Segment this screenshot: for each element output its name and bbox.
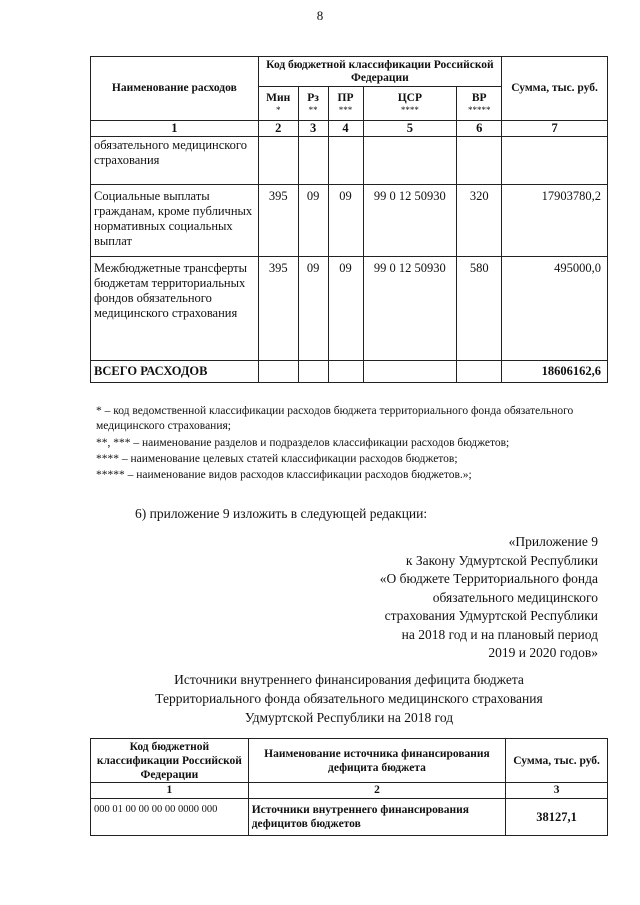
title-line: Территориального фонда обязательного медицинского страхования [155, 691, 543, 706]
col-number: 1 [91, 121, 259, 137]
appendix-line: 2019 и 2020 годов» [488, 645, 598, 660]
row-vr [457, 137, 502, 185]
row-csr [363, 137, 457, 185]
row-min: 395 [258, 185, 298, 257]
appendix-line: к Закону Удмуртской Республики [405, 552, 598, 568]
expenses-table [90, 56, 608, 383]
total-label: ВСЕГО РАСХОДОВ [91, 361, 259, 383]
row-vr: 320 [457, 185, 502, 257]
row-rz: 09 [298, 185, 328, 257]
appendix-line: «О бюджете Территориального фонда [379, 571, 598, 586]
amendment-paragraph: 6) приложение 9 изложить в следующей редакции: [135, 506, 428, 521]
row-name: Социальные выплаты гражданам, кроме публичных нормативных социальных выплат [91, 185, 259, 257]
table-row [91, 137, 608, 185]
header-rz: Рз ** [298, 87, 328, 121]
row-sum [502, 137, 608, 185]
title-line: Удмуртской Республики на 2018 год [244, 710, 454, 725]
row-min [258, 137, 298, 185]
header-code: Код бюджетной классификации Российской Федерации [91, 739, 249, 783]
header-budget-code: Код бюджетной классификации Российской Федерации [258, 57, 501, 87]
row-csr: 99 0 12 50930 [363, 185, 457, 257]
row-rz [298, 137, 328, 185]
column-numbers-row [91, 783, 608, 799]
column-numbers-row [91, 121, 608, 137]
financing-sources-table [90, 738, 608, 836]
footnote: * – код ведомственной классификации расходов бюджета территориального фонда обязательного медицинского страхования; [96, 405, 574, 432]
header-pr: ПР *** [328, 87, 363, 121]
row-code: 000 01 00 00 00 00 0000 000 [91, 799, 249, 836]
header-sum: Сумма, тыс. руб. [502, 57, 608, 121]
col-number: 6 [457, 121, 502, 137]
table-row [91, 185, 608, 257]
title-line: Источники внутреннего финансирования дефицита бюджета [174, 672, 524, 687]
row-pr: 09 [328, 257, 363, 361]
col-number: 4 [328, 121, 363, 137]
header-csr: ЦСР **** [363, 87, 457, 121]
table-row [91, 257, 608, 361]
row-csr: 99 0 12 50930 [363, 257, 457, 361]
col-number: 7 [502, 121, 608, 137]
row-pr [328, 137, 363, 185]
page-number: 8 [316, 8, 324, 23]
appendix-line: на 2018 год и на плановый период [401, 626, 598, 642]
header-min: Мин * [258, 87, 298, 121]
table-row [91, 799, 608, 836]
row-sum: 38127,1 [506, 799, 608, 836]
total-sum: 18606162,6 [502, 361, 608, 383]
row-source-name: Источники внутреннего финансирования дефицитов бюджетов [248, 799, 505, 836]
header-sum: Сумма, тыс. руб. [506, 739, 608, 783]
row-sum: 17903780,2 [502, 185, 608, 257]
row-min: 395 [258, 257, 298, 361]
col-number: 3 [506, 783, 608, 799]
header-source-name: Наименование источника финансирования дефицита бюджета [248, 739, 505, 783]
footnote: **** – наименование целевых статей классификации расходов бюджетов; [96, 453, 458, 465]
total-row [91, 361, 608, 383]
col-number: 1 [91, 783, 249, 799]
header-name: Наименование расходов [91, 57, 259, 121]
col-number: 3 [298, 121, 328, 137]
row-vr: 580 [457, 257, 502, 361]
row-name: Межбюджетные трансферты бюджетам территориальных фондов обязательного медицинского страхования [91, 257, 259, 361]
appendix-line: страхования Удмуртской Республики [384, 608, 598, 623]
sources-title [90, 670, 608, 727]
appendix-heading [380, 533, 598, 663]
col-number: 5 [363, 121, 457, 137]
appendix-line: обязательного медицинского [432, 589, 598, 605]
row-sum: 495000,0 [502, 257, 608, 361]
footnote: ***** – наименование видов расходов классификации расходов бюджетов.»; [96, 469, 472, 481]
row-rz: 09 [298, 257, 328, 361]
col-number: 2 [258, 121, 298, 137]
appendix-line: «Приложение 9 [508, 534, 598, 549]
col-number: 2 [248, 783, 505, 799]
row-pr: 09 [328, 185, 363, 257]
header-vr: ВР ***** [457, 87, 502, 121]
footnote: **, *** – наименование разделов и подразделов классификации расходов бюджетов; [96, 437, 510, 449]
row-name: обязательного медицинского страхования [91, 137, 259, 185]
